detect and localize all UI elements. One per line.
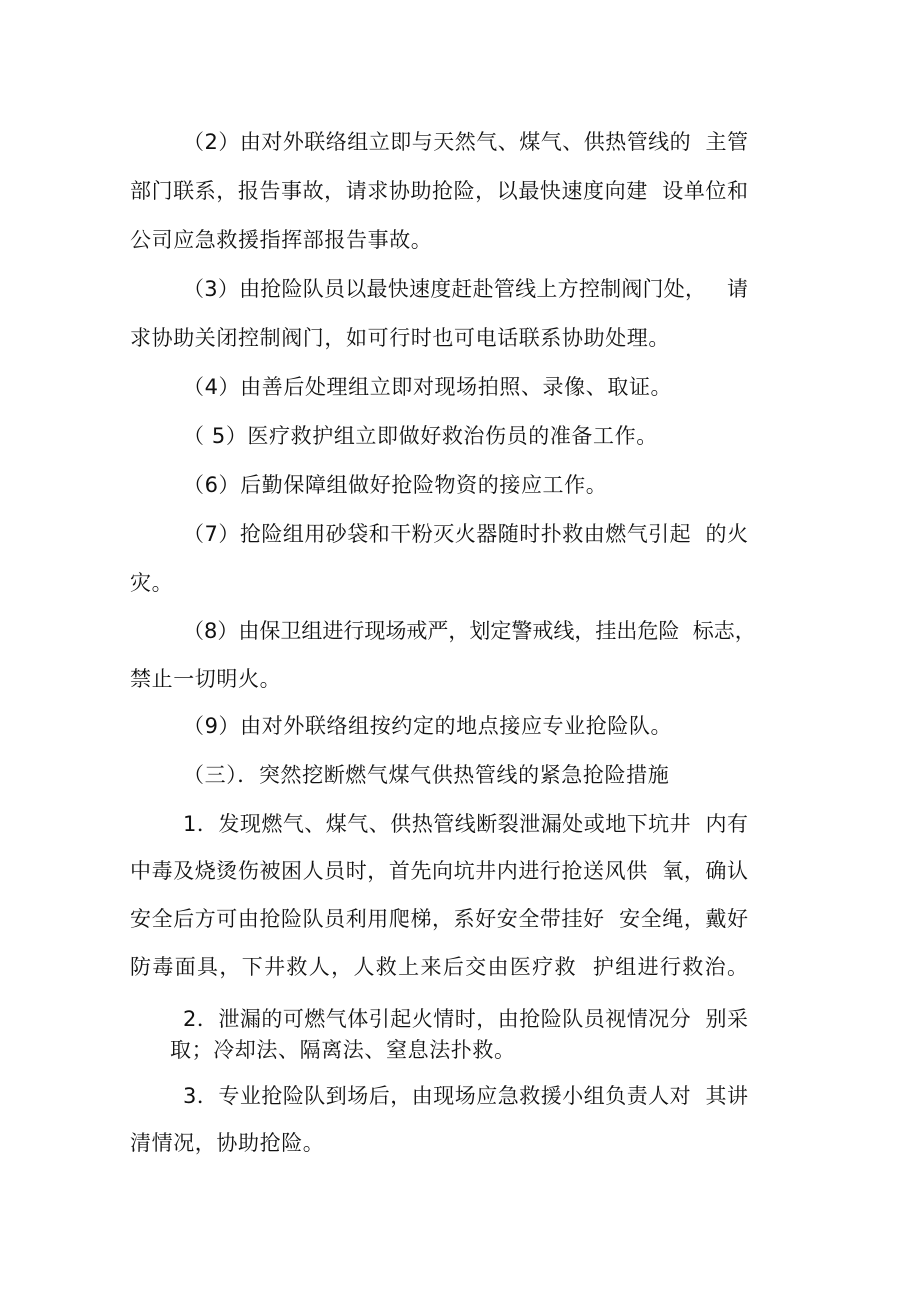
paragraph-2-line-1: （2）由对外联络组立即与天然气、煤气、供热管线的 主管	[183, 130, 748, 154]
paragraph-8-line-2: 禁止一切明火。	[130, 667, 282, 691]
paragraph-7-line-2: 灾。	[130, 571, 174, 595]
paragraph-3-line-1: （3）由抢险队员以最快速度赶赴管线上方控制阀门处， 请	[183, 277, 748, 301]
item-2-line-1: 2．泄漏的可燃气体引起火情时，由抢险队员视情况分 别采	[183, 1007, 748, 1031]
item-3-line-2: 清情况，协助抢险。	[130, 1131, 325, 1155]
paragraph-6: （6）后勤保障组做好抢险物资的接应工作。	[183, 473, 608, 497]
item-1-line-4: 防毒面具，下井救人，人救上来后交由医疗救 护组进行救治。	[130, 955, 748, 979]
paragraph-2-line-2: 部门联系，报告事故，请求协助抢险，以最快速度向建 设单位和	[130, 179, 748, 203]
paragraph-4: （4）由善后处理组立即对现场拍照、录像、取证。	[183, 375, 673, 399]
paragraph-3-line-2: 求协助关闭控制阀门，如可行时也可电话联系协助处理。	[130, 326, 670, 350]
item-1-line-2: 中毒及烧烫伤被困人员时，首先向坑井内进行抢送风供 氧，确认	[130, 859, 748, 883]
paragraph-9: （9）由对外联络组按约定的地点接应专业抢险队。	[183, 714, 673, 738]
paragraph-8-line-1: （8）由保卫组进行现场戒严，划定警戒线，挂出危险 标志，	[183, 619, 756, 643]
item-2-line-2: 取；冷却法、隔离法、窒息法扑救。	[170, 1038, 516, 1062]
item-1-line-3: 安全后方可由抢险队员利用爬梯，系好安全带挂好 安全绳，戴好	[130, 907, 748, 931]
paragraph-5: （ 5）医疗救护组立即做好救治伤员的准备工作。	[183, 424, 658, 448]
section-3-heading: （三）．突然挖断燃气煤气供热管线的紧急抢险措施	[183, 763, 670, 787]
item-3-line-1: 3．专业抢险队到场后，由现场应急救援小组负责人对 其讲	[183, 1084, 748, 1108]
paragraph-7-line-1: （7）抢险组用砂袋和干粉灭火器随时扑救由燃气引起 的火	[183, 522, 748, 546]
item-1-line-1: 1．发现燃气、煤气、供热管线断裂泄漏处或地下坑井 内有	[183, 812, 748, 836]
paragraph-2-line-3: 公司应急救援指挥部报告事故。	[130, 228, 433, 252]
